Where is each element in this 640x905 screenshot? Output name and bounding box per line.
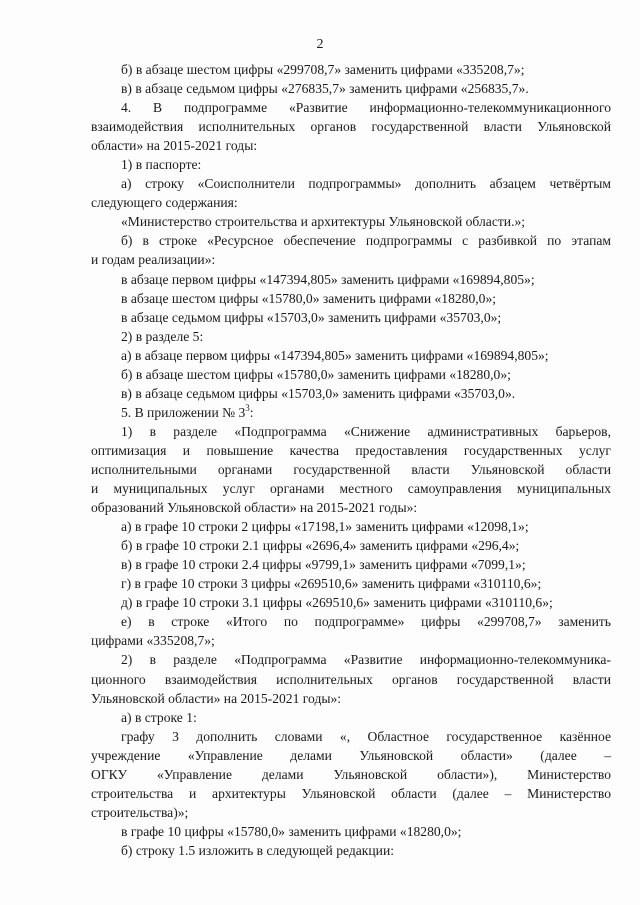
text-line <box>91 498 611 517</box>
text-line <box>91 746 611 765</box>
text-line <box>91 841 611 860</box>
text-line-content: в графе 10 цифры «15780,0» заменить цифрами «18280,0»; <box>121 823 462 839</box>
text-line-content: оптимизация и повышение качества предоставления государственных услуг <box>91 442 611 458</box>
text-line <box>91 460 611 479</box>
text-line-content: ОГКУ «Управление делами Ульяновской области»), Министерство <box>91 766 611 782</box>
text-line-content: строительства)»; <box>91 804 189 820</box>
text-line-content: б) строку 1.5 изложить в следующей редакции: <box>121 842 395 858</box>
text-line-content: б) в строке «Ресурсное обеспечение подпрограммы с разбивкой по этапам <box>121 233 611 249</box>
text-line <box>91 270 611 289</box>
text-line-content: области» на 2015-2021 годы: <box>91 138 258 154</box>
text-line-content: и годам реализации»: <box>91 252 216 268</box>
text-line <box>91 574 611 593</box>
text-line <box>91 479 611 498</box>
text-line-content: и муниципальных услуг органами местного самоуправления муниципальных <box>91 481 611 497</box>
text-line <box>91 98 611 117</box>
text-line <box>91 308 611 327</box>
text-line <box>91 727 611 746</box>
text-line-content: в) в абзаце седьмом цифры «15703,0» заменить цифрами «35703,0». <box>121 385 516 401</box>
text-line-content: а) в графе 10 строки 2 цифры «17198,1» заменить цифрами «12098,1»; <box>121 519 529 535</box>
text-line <box>91 765 611 784</box>
text-line <box>91 79 611 98</box>
text-line-content: е) в строке «Итого по подпрограмме» цифры «299708,7» заменить <box>121 614 611 630</box>
text-line-content: 5. В приложении № 3 <box>121 404 246 420</box>
text-line <box>91 155 611 174</box>
text-line-content: а) в абзаце первом цифры «147394,805» заменить цифрами «169894,805»; <box>121 347 549 363</box>
text-line-content: б) в графе 10 строки 2.1 цифры «2696,4» заменить цифрами «296,4»; <box>121 538 520 554</box>
text-line <box>91 327 611 346</box>
text-line <box>91 441 611 460</box>
document-body <box>91 60 611 860</box>
text-line <box>91 708 611 727</box>
text-line <box>91 289 611 308</box>
text-line <box>91 231 611 250</box>
text-line-content: д) в графе 10 строки 3.1 цифры «269510,6» заменить цифрами «310110,6»; <box>121 595 553 611</box>
text-line-content: ционного взаимодействия исполнительных органов государственной власти <box>91 671 611 687</box>
text-line-content: в абзаце первом цифры «147394,805» заменить цифрами «169894,805»; <box>121 271 535 287</box>
text-line-content: Ульяновской области» на 2015-2021 годы»: <box>91 690 342 706</box>
text-line-content: 1) в разделе «Подпрограмма «Снижение административных барьеров, <box>121 423 611 439</box>
text-line <box>91 193 611 212</box>
text-line <box>91 365 611 384</box>
text-line-content: «Министерство строительства и архитектуры Ульяновской области.»; <box>121 214 526 230</box>
text-line-content: б) в абзаце шестом цифры «15780,0» заменить цифрами «18280,0»; <box>121 366 511 382</box>
text-line-content: следующего содержания: <box>91 195 238 211</box>
text-line-content: а) строку «Соисполнители подпрограммы» дополнить абзацем четвёртым <box>121 176 611 192</box>
text-line <box>91 555 611 574</box>
text-line <box>91 117 611 136</box>
text-line-content: строительства и архитектуры Ульяновской области (далее – Министерство <box>91 785 611 801</box>
text-line <box>91 60 611 79</box>
superscript: 3 <box>245 402 250 413</box>
text-line <box>91 822 611 841</box>
text-line-content: в) в графе 10 строки 2.4 цифры «9799,1» заменить цифрами «7099,1»; <box>121 557 526 573</box>
text-line <box>91 422 611 441</box>
text-line <box>91 403 611 422</box>
text-line-content: взаимодействия исполнительных органов государственной власти Ульяновской <box>91 119 611 135</box>
text-line-content: в абзаце седьмом цифры «15703,0» заменить цифрами «35703,0»; <box>121 309 502 325</box>
text-line-content: учреждение «Управление делами Ульяновской области» (далее – <box>91 747 611 763</box>
text-line <box>91 803 611 822</box>
text-line-content: 1) в паспорте: <box>121 157 202 173</box>
text-line <box>91 346 611 365</box>
text-line <box>91 517 611 536</box>
text-line-content: 4. В подпрограмме «Развитие информационно-телекоммуникационного <box>121 100 611 116</box>
text-line-content: исполнительными органами государственной власти Ульяновской области <box>91 461 611 477</box>
text-line-content: в абзаце шестом цифры «15780,0» заменить цифрами «18280,0»; <box>121 290 497 306</box>
text-line-content: цифрами «335208,7»; <box>91 633 215 649</box>
text-line-tail: : <box>249 404 254 420</box>
page-number: 2 <box>316 37 324 52</box>
text-line-content: образований Ульяновской области» на 2015-2021 годы»: <box>91 500 418 516</box>
text-line-content: а) в строке 1: <box>121 709 197 725</box>
text-line-content: графу 3 дополнить словами «, Областное государственное казённое <box>121 728 611 744</box>
text-line <box>91 784 611 803</box>
text-line <box>91 650 611 669</box>
text-line <box>91 631 611 650</box>
text-line <box>91 174 611 193</box>
text-line-content: г) в графе 10 строки 3 цифры «269510,6» заменить цифрами «310110,6»; <box>121 576 542 592</box>
text-line <box>91 384 611 403</box>
text-line <box>91 536 611 555</box>
text-line-content: в) в абзаце седьмом цифры «276835,7» заменить цифрами «256835,7». <box>121 81 529 97</box>
text-line-content: б) в абзаце шестом цифры «299708,7» заменить цифрами «335208,7»; <box>121 62 525 77</box>
text-line <box>91 612 611 631</box>
text-line <box>91 670 611 689</box>
text-line <box>91 212 611 231</box>
text-line-content: 2) в разделе «Подпрограмма «Развитие информационно-телекоммуника- <box>121 652 611 668</box>
text-line <box>91 136 611 155</box>
text-line <box>91 593 611 612</box>
text-line-content: 2) в разделе 5: <box>121 328 204 344</box>
text-line <box>91 689 611 708</box>
text-line <box>91 250 611 269</box>
